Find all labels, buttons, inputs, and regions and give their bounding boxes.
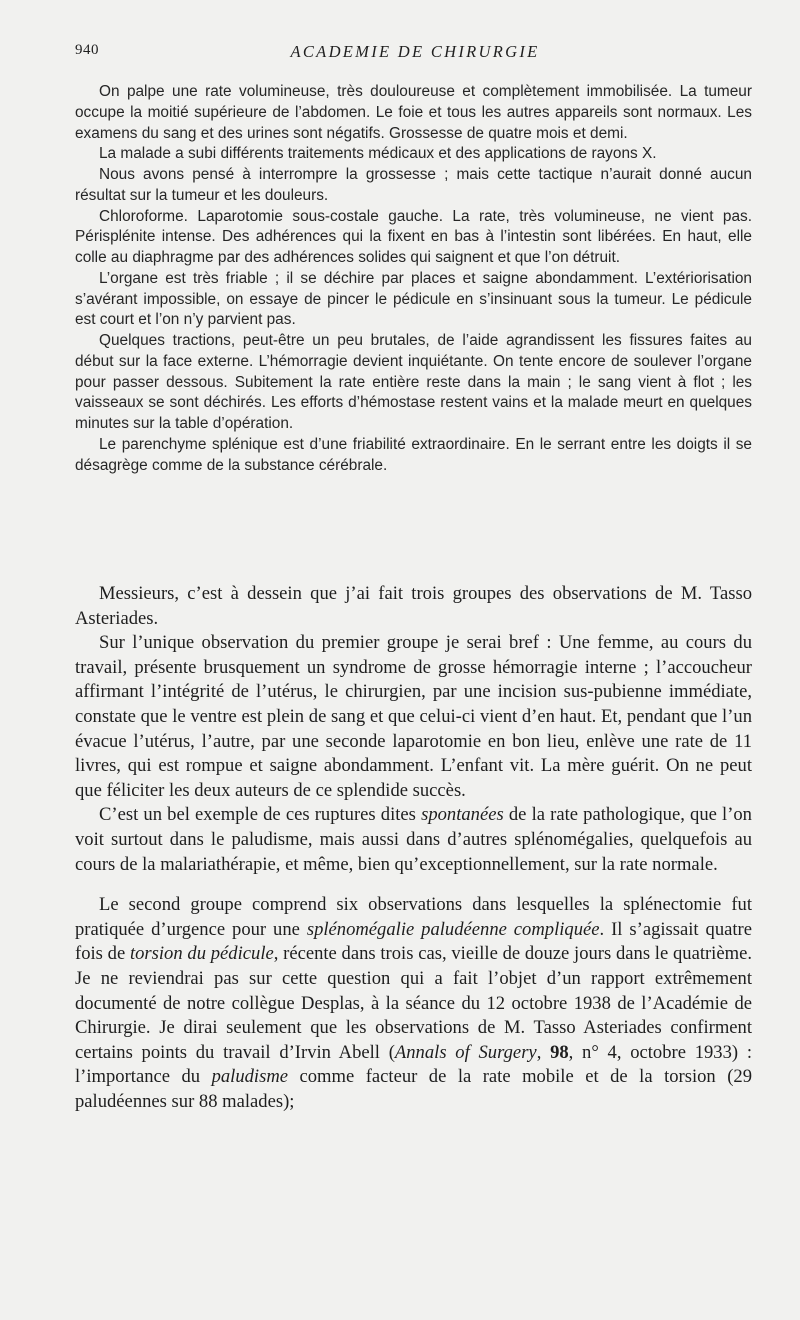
case-paragraph: L’organe est très friable ; il se déchire par places et saigne abondamment. L’extériorisation s’avérant impossible, on essaye de pincer le pédicule en s’insinuant sous la tumeur. Le pédicule est court et l’on n’y parvient pas. — [75, 269, 752, 329]
case-report — [75, 82, 752, 476]
report-body — [75, 582, 752, 1114]
emphasis: torsion du pédicule — [129, 943, 274, 965]
body-paragraph: C’est un bel exemple de ces ruptures dites spontanées de la rate pathologique, que l’on voit surtout dans le paludisme, mais aussi dans d’autres splénomégalies, quelquefois au cours de la malariathérapie, et même, bien qu’exceptionnellement, sur la rate normale. — [75, 804, 752, 875]
emphasis: splénomégalie paludéenne compliquée — [306, 918, 600, 940]
emphasis: spontanées — [421, 804, 504, 826]
page-number: 940 — [75, 42, 99, 58]
case-paragraph: On palpe une rate volumineuse, très douloureuse et complètement immobilisée. La tumeur occupe la moitié supérieure de l’abdomen. Le foie et tous les autres appareils sont normaux. Les examens du sang et des urines sont négatifs. Grossesse de quatre mois et demi. — [75, 83, 752, 142]
volume-number: 98 — [550, 1041, 569, 1063]
case-paragraph: La malade a subi différents traitements médicaux et des applications de rayons X. — [99, 145, 657, 163]
body-paragraph: Le second groupe comprend six observations dans lesquelles la splénectomie fut pratiquée d’urgence pour une splénomégalie paludéenne compliquée. Il s’agissait quatre fois de torsion du pédicule, récente dans trois cas, vieille de douze jours dans le quatrième. Je ne reviendrai pas sur cette question qui a fait l’objet d’un rapport extrêmement documenté de notre collègue Desplas, à la séance du 12 octobre 1938 de l’Académie de Chirurgie. Je dirai seulement que les observations de M. Tasso Asteriades confirment certains points du travail d’Irvin Abell (Annals of Surgery, 98, n° 4, octobre 1933) : l’importance du paludisme comme facteur de la rate mobile et de la torsion (29 paludéennes sur 88 malades); — [75, 894, 752, 1112]
body-paragraph: Messieurs, c’est à dessein que j’ai fait trois groupes des observations de M. Tasso Asteriades. — [75, 583, 752, 629]
running-title: ACADEMIE DE CHIRURGIE — [290, 42, 540, 61]
emphasis: paludisme — [211, 1066, 288, 1088]
case-paragraph: Quelques tractions, peut-être un peu brutales, de l’aide agrandissent les fissures faites au début sur la face externe. L’hémorragie devient inquiétante. On tente encore de soulever l’organe pour passer dessous. Subitement la rate entière reste dans la main ; le sang vient à flot ; les vaisseaux se sont déchirés. Les efforts d’hémostase restent vains et la malade meurt en quelques minutes sur la table d’opération. — [75, 332, 752, 432]
page-header — [75, 42, 755, 64]
body-paragraph: Sur l’unique observation du premier groupe je serai bref : Une femme, au cours du travail, présente brusquement un syndrome de grosse hémorragie interne ; l’accoucheur affirmant l’intégrité de l’utérus, le chirurgien, par une incision sus-pubienne immédiate, constate que le ventre est plein de sang et que celui-ci vient d’en haut. Et, pendant que l’un évacue l’utérus, l’autre, par une seconde laparotomie en bon lieu, enlève une rate de 11 livres, qui est rompue et saigne abondamment. L’enfant vit. La mère guérit. On ne peut que féliciter les deux auteurs de ce splendide succès. — [75, 632, 752, 801]
case-paragraph: Le parenchyme splénique est d’une friabilité extraordinaire. En le serrant entre les doigts il se désagrège comme de la substance cérébrale. — [75, 435, 752, 474]
journal-name: Annals of Surgery — [394, 1041, 537, 1063]
case-paragraph: Chloroforme. Laparotomie sous-costale gauche. La rate, très volumineuse, ne vient pas. Périsplénite intense. Des adhérences qui la fixent en bas à l’intestin sont libérées. En haut, elle colle au diaphragme par des adhérences solides qui saignent et que l’on détruit. — [75, 207, 752, 266]
case-paragraph: Nous avons pensé à interrompre la grossesse ; mais cette tactique n’aurait donné aucun résultat sur la tumeur et les douleurs. — [75, 166, 752, 204]
